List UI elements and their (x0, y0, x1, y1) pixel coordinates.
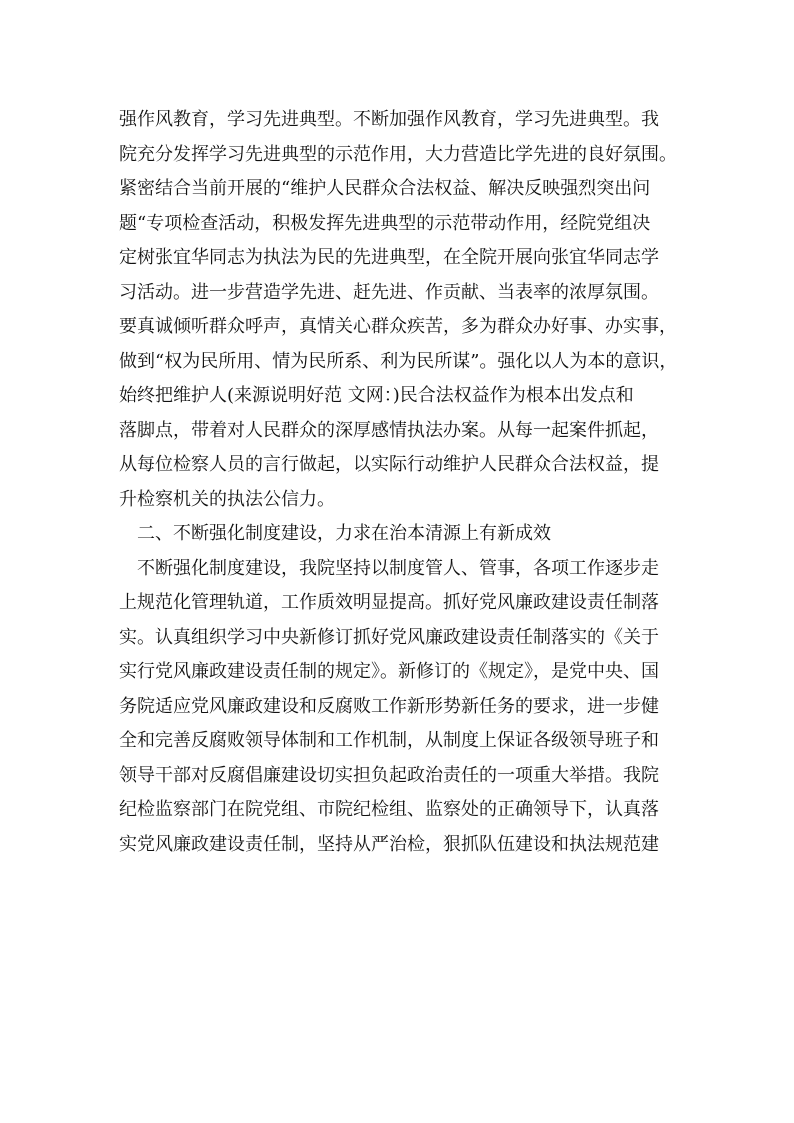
text-line: 要真诚倾听群众呼声，真情关心群众疾苦，多为群众办好事、办实事， (119, 316, 677, 337)
text-line: 实党风廉政建设责任制，坚持从严治检，狠抓队伍建设和执法规范建 (119, 833, 659, 855)
text-line: 院充分发挥学习先进典型的示范作用，大力营造比学先进的良好氛围。 (119, 143, 677, 165)
section-heading: 二、不断强化制度建设，力求在治本清源上有新成效 (137, 523, 551, 544)
text-line: 纪检监察部门在院党组、市院纪检组、监察处的正确领导下，认真落 (119, 799, 659, 820)
text-line: 务院适应党风廉政建设和反腐败工作新形势新任务的要求，进一步健 (119, 695, 659, 717)
text-line: 升检察机关的执法公信力。 (119, 488, 335, 510)
text-line: 题“专项检查活动，积极发挥先进典型的示范带动作用，经院党组决 (119, 212, 651, 234)
text-line: 做到“权为民所用、情为民所系、利为民所谋”。强化以人为本的意识， (119, 350, 678, 372)
text-line: 从每位检察人员的言行做起，以实际行动维护人民群众合法权益，提 (119, 454, 659, 475)
text-line: 实行党风廉政建设责任制的规定》。新修订的《规定》，是党中央、国 (119, 661, 659, 682)
text-line: 始终把维护人(来源说明好范 文网：)民合法权益作为根本出发点和 (119, 385, 634, 406)
text-line: 实。认真组织学习中央新修订抓好党风廉政建设责任制落实的《关于 (119, 626, 659, 648)
text-line: 定树张宜华同志为执法为民的先进典型，在全院开展向张宜华同志学 (119, 247, 659, 268)
text-line: 紧密结合当前开展的“维护人民群众合法权益、解决反映强烈突出问 (119, 178, 651, 199)
text-line: 强作风教育，学习先进典型。不断加强作风教育，学习先进典型。我 (119, 109, 659, 130)
text-line: 不断强化制度建设，我院坚持以制度管人、管事，各项工作逐步走 (137, 557, 659, 579)
text-line: 领导干部对反腐倡廉建设切实担负起政治责任的一项重大举措。我院 (119, 764, 659, 786)
body-text (119, 103, 679, 862)
text-line: 全和完善反腐败领导体制和工作机制，从制度上保证各级领导班子和 (119, 730, 659, 751)
text-line: 习活动。进一步营造学先进、赶先进、作贡献、当表率的浓厚氛围。 (119, 281, 659, 303)
text-line: 落脚点，带着对人民群众的深厚感情执法办案。从每一起案件抓起， (119, 419, 659, 441)
text-line: 上规范化管理轨道，工作质效明显提高。抓好党风廉政建设责任制落 (119, 592, 659, 613)
